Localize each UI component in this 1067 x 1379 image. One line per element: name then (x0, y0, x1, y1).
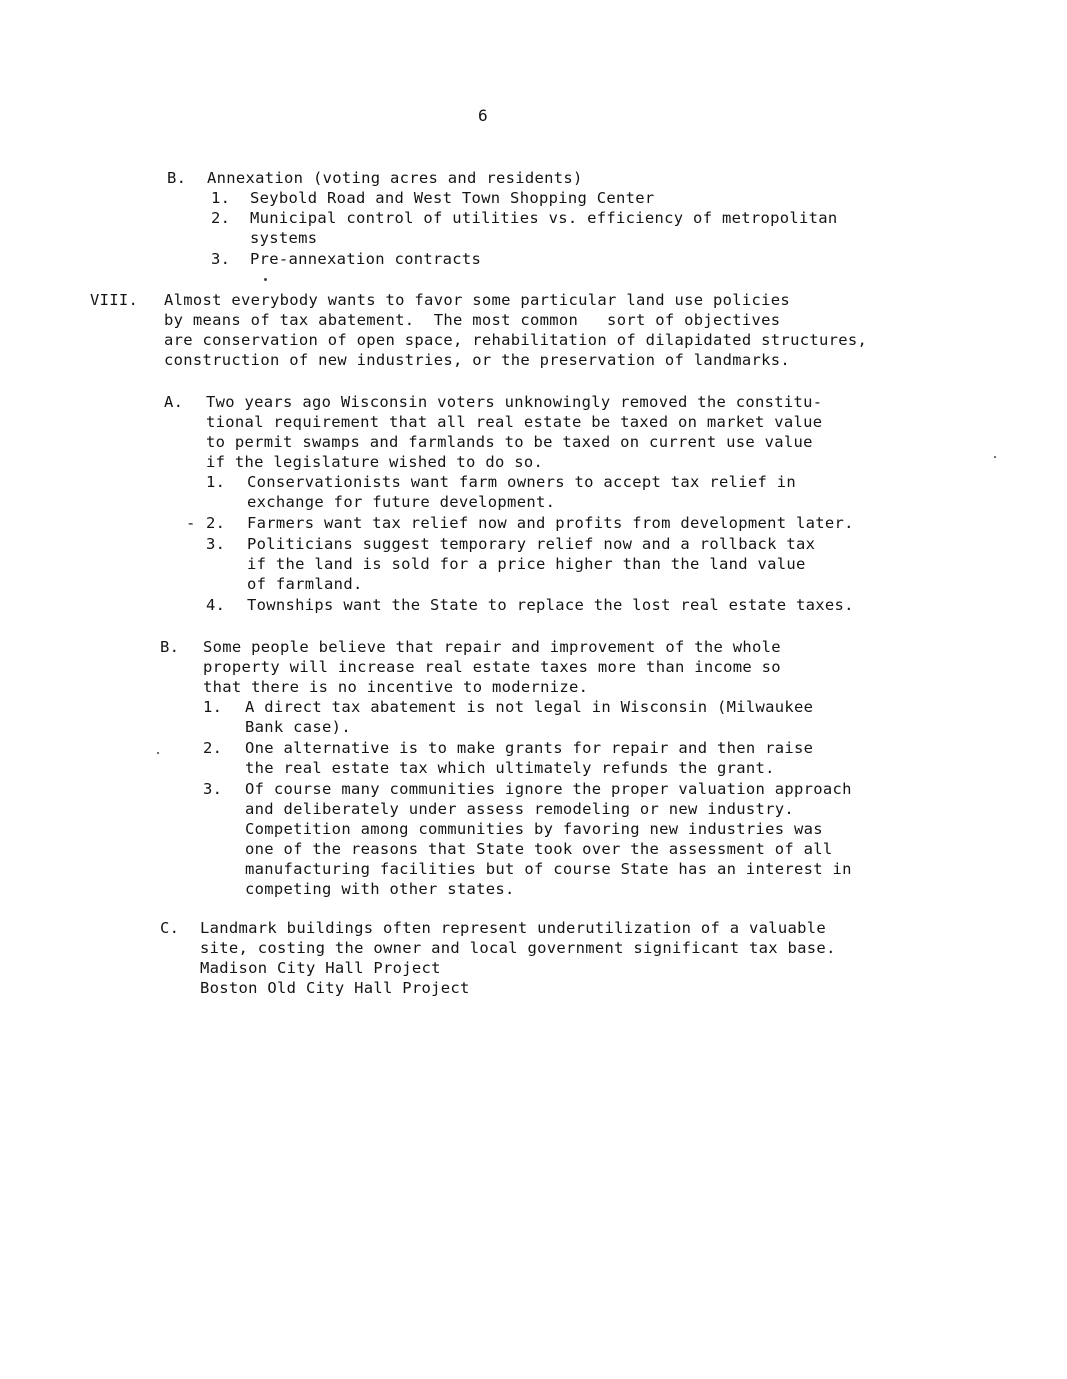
annex-item-number: 3. (211, 250, 231, 268)
subsection-a-item-text: if the land is sold for a price higher than the land value (247, 555, 806, 573)
annex-item-number: 2. (211, 209, 231, 227)
subsection-b-item-text: manufacturing facilities but of course State has an interest in (245, 860, 852, 878)
subsection-b-text: property will increase real estate taxes more than income so (203, 658, 781, 676)
subsection-a-text: if the legislature wished to do so. (206, 453, 544, 471)
subsection-a-item-text: exchange for future development. (247, 493, 556, 511)
subsection-b-item-number: 3. (203, 780, 223, 798)
subsection-a-item-text: Townships want the State to replace the lost real estate taxes. (247, 596, 854, 614)
section-viii-text: Almost everybody wants to favor some particular land use policies (164, 291, 791, 309)
subsection-a-item-number: 3. (206, 535, 226, 553)
subsection-c-text: Landmark buildings often represent underutilization of a valuable (200, 919, 827, 937)
subsection-b-item-text: one of the reasons that State took over the assessment of all (245, 840, 833, 858)
subsection-b-item-text: Competition among communities by favoring new industries was (245, 820, 823, 838)
subsection-a-text: to permit swamps and farmlands to be taxed on current use value (206, 433, 813, 451)
subsection-b-text: that there is no incentive to modernize. (203, 678, 589, 696)
subsection-a-item-text: of farmland. (247, 575, 363, 593)
section-viii-text: are conservation of open space, rehabilitation of dilapidated structures, (164, 331, 868, 349)
subsection-a-item-number: 2. (206, 514, 226, 532)
subsection-b-item-text: One alternative is to make grants for repair and then raise (245, 739, 814, 757)
annexation-marker: B. (167, 169, 187, 187)
section-viii-text: by means of tax abatement. The most common sort of objectives (164, 311, 781, 329)
subsection-c-marker: C. (160, 919, 180, 937)
subsection-c-text: Boston Old City Hall Project (200, 979, 470, 997)
annexation-heading: Annexation (voting acres and residents) (207, 169, 583, 187)
subsection-b-item-text: Bank case). (245, 718, 351, 736)
subsection-c-text: site, costing the owner and local government significant tax base. (200, 939, 836, 957)
subsection-b-item-number: 2. (203, 739, 223, 757)
subsection-a-text: tional requirement that all real estate be taxed on market value (206, 413, 823, 431)
scan-speck (264, 278, 267, 281)
subsection-a-marker: A. (164, 393, 184, 411)
subsection-b-item-text: competing with other states. (245, 880, 515, 898)
subsection-a-item-text: Farmers want tax relief now and profits from development later. (247, 514, 854, 532)
subsection-b-item-text: and deliberately under assess remodeling or new industry. (245, 800, 795, 818)
annex-item-text: Seybold Road and West Town Shopping Center (250, 189, 655, 207)
subsection-b-text: Some people believe that repair and improvement of the whole (203, 638, 781, 656)
margin-dash-mark: - (186, 514, 196, 532)
subsection-a-text: Two years ago Wisconsin voters unknowingly removed the constitu- (206, 393, 823, 411)
section-viii-marker: VIII. (90, 291, 139, 309)
subsection-a-item-number: 1. (206, 473, 226, 491)
annex-item-text: Pre-annexation contracts (250, 250, 482, 268)
subsection-a-item-text: Politicians suggest temporary relief now and a rollback tax (247, 535, 816, 553)
annex-item-number: 1. (211, 189, 231, 207)
scan-speck (157, 752, 159, 754)
subsection-b-item-text: A direct tax abatement is not legal in Wisconsin (Milwaukee (245, 698, 814, 716)
subsection-b-item-text: the real estate tax which ultimately refunds the grant. (245, 759, 775, 777)
scan-speck (994, 456, 996, 458)
subsection-b-marker: B. (160, 638, 180, 656)
subsection-b-item-text: Of course many communities ignore the proper valuation approach (245, 780, 852, 798)
subsection-a-item-text: Conservationists want farm owners to accept tax relief in (247, 473, 797, 491)
subsection-b-item-number: 1. (203, 698, 223, 716)
annex-item-text: systems (250, 229, 318, 247)
subsection-a-item-number: 4. (206, 596, 226, 614)
subsection-c-text: Madison City Hall Project (200, 959, 441, 977)
section-viii-text: construction of new industries, or the preservation of landmarks. (164, 351, 791, 369)
page-number: 6 (478, 106, 488, 125)
annex-item-text: Municipal control of utilities vs. efficiency of metropolitan (250, 209, 838, 227)
